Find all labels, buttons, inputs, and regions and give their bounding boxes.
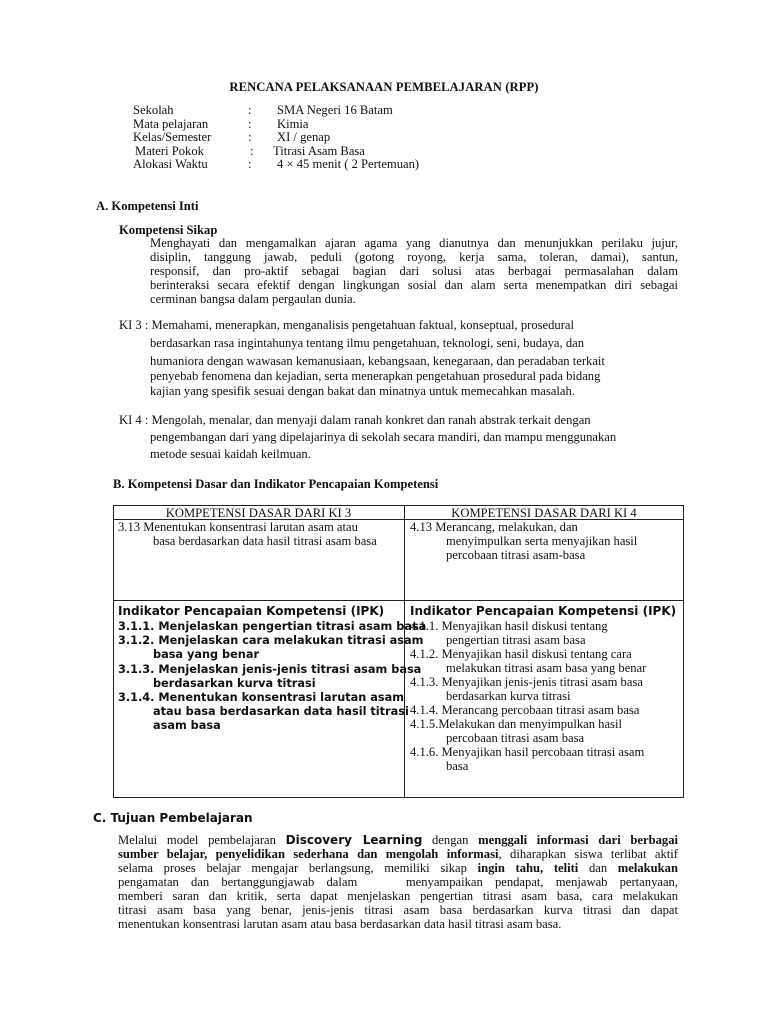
text-line: pengamatan dan bertanggungjawab dalam menyampaikan pendapat, menjawab pertanyaan, bbox=[118, 875, 678, 889]
identity-value: 4 × 45 menit ( 2 Pertemuan) bbox=[277, 157, 420, 171]
text-line: penyebab fenomena dan kejadian, serta menerapkan pengetahuan prosedural pada bidang bbox=[150, 369, 601, 383]
text-line: titrasi asam basa yang benar, jenis-jenis titrasi asam basa berdasarkan kurva titrasi dan dapat bbox=[118, 903, 678, 917]
ipk4-line: berdasarkan kurva titrasi bbox=[446, 689, 571, 703]
text-line bbox=[118, 833, 678, 847]
ipk4-line: 4.1.4. Merancang percobaan titrasi asam basa bbox=[410, 703, 640, 717]
identity-row bbox=[133, 157, 533, 171]
text-line bbox=[118, 861, 678, 875]
identity-separator: : bbox=[248, 117, 252, 131]
kd3-line: basa berdasarkan data hasil titrasi asam basa bbox=[153, 534, 377, 548]
text-line: responsif, dan pro-aktif sebagai bagian dari solusi atas berbagai permasalahan dalam bbox=[150, 264, 678, 278]
identity-separator: : bbox=[248, 130, 252, 144]
text-line: KI 3 : Memahami, menerapkan, menganalisis pengetahuan faktual, konseptual, prosedural bbox=[119, 318, 574, 332]
document-title: RENCANA PELAKSANAAN PEMBELAJARAN (RPP) bbox=[229, 80, 539, 94]
ipk4-line: 4.1.2. Menyajikan hasil diskusi tentang cara bbox=[410, 647, 632, 661]
identity-label: Sekolah bbox=[133, 103, 174, 117]
section-c-heading: C. Tujuan Pembelajaran bbox=[93, 811, 253, 825]
table-column-divider bbox=[404, 505, 405, 798]
text-line: cerminan bangsa dalam pergaulan dunia. bbox=[150, 292, 356, 306]
ipk4-line: 4.1.6. Menyajikan hasil percobaan titrasi asam bbox=[410, 745, 645, 759]
ipk3-line: asam basa bbox=[153, 719, 221, 732]
identity-row bbox=[133, 130, 533, 144]
identity-value: Titrasi Asam Basa bbox=[273, 144, 365, 158]
kd4-line: 4.13 Merancang, melakukan, dan bbox=[410, 520, 578, 534]
text-fragment: selama proses belajar mengajar berlangsung, memiliki sikap bbox=[118, 861, 478, 875]
identity-label: Mata pelajaran bbox=[133, 117, 209, 131]
table-header-ki4: KOMPETENSI DASAR DARI KI 4 bbox=[451, 506, 637, 520]
kd4-line: percobaan titrasi asam-basa bbox=[446, 548, 586, 562]
text-fragment: sumber belajar, penyelidikan sederhana dan mengolah informasi bbox=[118, 847, 499, 861]
text-line: humaniora dengan wawasan kemanusiaan, kebangsaan, kenegaraan, dan peradaban terkait bbox=[150, 354, 605, 368]
ipk3-line: 3.1.3. Menjelaskan jenis-jenis titrasi asam basa bbox=[118, 663, 422, 676]
identity-row bbox=[133, 103, 533, 117]
ipk3-line: atau basa berdasarkan data hasil titrasi bbox=[153, 705, 409, 718]
text-line: memberi saran dan kritik, serta dapat menjelaskan pengertian titrasi asam basa, cara melakukan bbox=[118, 889, 678, 903]
text-line: berdasarkan rasa ingintahunya tentang ilmu pengetahuan, teknologi, seni, budaya, dan bbox=[150, 336, 584, 350]
ipk3-line: basa yang benar bbox=[153, 648, 260, 661]
text-line: berinteraksi secara efektif dengan lingkungan sosial dan alam serta menempatkan diri sebagai bbox=[150, 278, 678, 292]
text-fragment: menggali informasi dari berbagai bbox=[478, 833, 678, 847]
text-line: menentukan konsentrasi larutan asam atau basa berdasarkan data hasil titrasi asam basa. bbox=[118, 917, 562, 931]
identity-value: Kimia bbox=[277, 117, 309, 131]
identity-label: Kelas/Semester bbox=[133, 130, 212, 144]
ipk3-line: 3.1.1. Menjelaskan pengertian titrasi asam basa bbox=[118, 620, 427, 633]
text-fragment: Discovery Learning bbox=[285, 833, 423, 847]
text-line: metode sesuai kaidah keilmuan. bbox=[150, 447, 311, 461]
ipk3-line: 3.1.4. Menentukan konsentrasi larutan asam bbox=[118, 691, 405, 704]
kompetensi-sikap-text bbox=[150, 236, 678, 306]
identity-separator: : bbox=[250, 144, 254, 158]
text-fragment: dan bbox=[578, 861, 618, 875]
identity-value: SMA Negeri 16 Batam bbox=[277, 103, 393, 117]
text-line: KI 4 : Mengolah, menalar, dan menyaji dalam ranah konkret dan ranah abstrak terkait dengan bbox=[119, 413, 591, 427]
identity-row bbox=[133, 117, 533, 131]
text-line: pengembangan dari yang dipelajarinya di sekolah secara mandiri, dan mampu menggunakan bbox=[150, 430, 617, 444]
ipk4-heading: Indikator Pencapaian Kompetensi (IPK) bbox=[410, 604, 677, 618]
text-line: disiplin, tanggung jawab, peduli (gotong royong, kerja sama, toleran, damai), santun, bbox=[150, 250, 678, 264]
kd4-line: menyimpulkan serta menyajikan hasil bbox=[446, 534, 638, 548]
identity-row bbox=[133, 144, 533, 158]
identity-value: XI / genap bbox=[277, 130, 331, 144]
ipk4-line: 4.1.1. Menyajikan hasil diskusi tentang bbox=[410, 619, 608, 633]
tujuan-paragraph bbox=[118, 833, 678, 931]
kompetensi-sikap-heading: Kompetensi Sikap bbox=[119, 223, 218, 237]
text-line: kajian yang spesifik sesuai dengan bakat dan minatnya untuk memecahkan masalah. bbox=[150, 384, 575, 398]
section-a-heading: A. Kompetensi Inti bbox=[96, 199, 199, 213]
text-fragment: ingin tahu, teliti bbox=[477, 861, 579, 875]
ipk4-line: pengertian titrasi asam basa bbox=[446, 633, 586, 647]
kd3-line: 3.13 Menentukan konsentrasi larutan asam atau bbox=[118, 520, 358, 534]
identity-label: Alokasi Waktu bbox=[133, 157, 208, 171]
text-fragment: melakukan bbox=[617, 861, 678, 875]
identity-separator: : bbox=[248, 103, 252, 117]
text-fragment: , diharapkan siswa terlibat aktif bbox=[498, 847, 679, 861]
section-b-heading: B. Kompetensi Dasar dan Indikator Pencapaian Kompetensi bbox=[113, 477, 439, 491]
ipk3-line: berdasarkan kurva titrasi bbox=[153, 677, 316, 690]
ipk4-line: basa bbox=[446, 759, 469, 773]
ipk4-line: 4.1.5.Melakukan dan menyimpulkan hasil bbox=[410, 717, 622, 731]
identity-separator: : bbox=[248, 157, 252, 171]
text-fragment: dengan bbox=[422, 833, 479, 847]
text-fragment: Melalui model pembelajaran bbox=[118, 833, 286, 847]
table-header-ki3: KOMPETENSI DASAR DARI KI 3 bbox=[165, 506, 352, 520]
table-row-divider bbox=[113, 600, 684, 601]
ipk3-line: 3.1.2. Menjelaskan cara melakukan titrasi asam bbox=[118, 634, 424, 647]
ipk3-heading: Indikator Pencapaian Kompetensi (IPK) bbox=[118, 604, 385, 618]
ipk4-line: percobaan titrasi asam basa bbox=[446, 731, 585, 745]
text-line: Menghayati dan mengamalkan ajaran agama yang dianutnya dan menunjukkan perilaku jujur, bbox=[150, 236, 678, 250]
identity-label: Materi Pokok bbox=[135, 144, 204, 158]
ipk4-line: melakukan titrasi asam basa yang benar bbox=[446, 661, 647, 675]
text-line bbox=[118, 847, 678, 861]
ipk4-line: 4.1.3. Menyajikan jenis-jenis titrasi asam basa bbox=[410, 675, 643, 689]
